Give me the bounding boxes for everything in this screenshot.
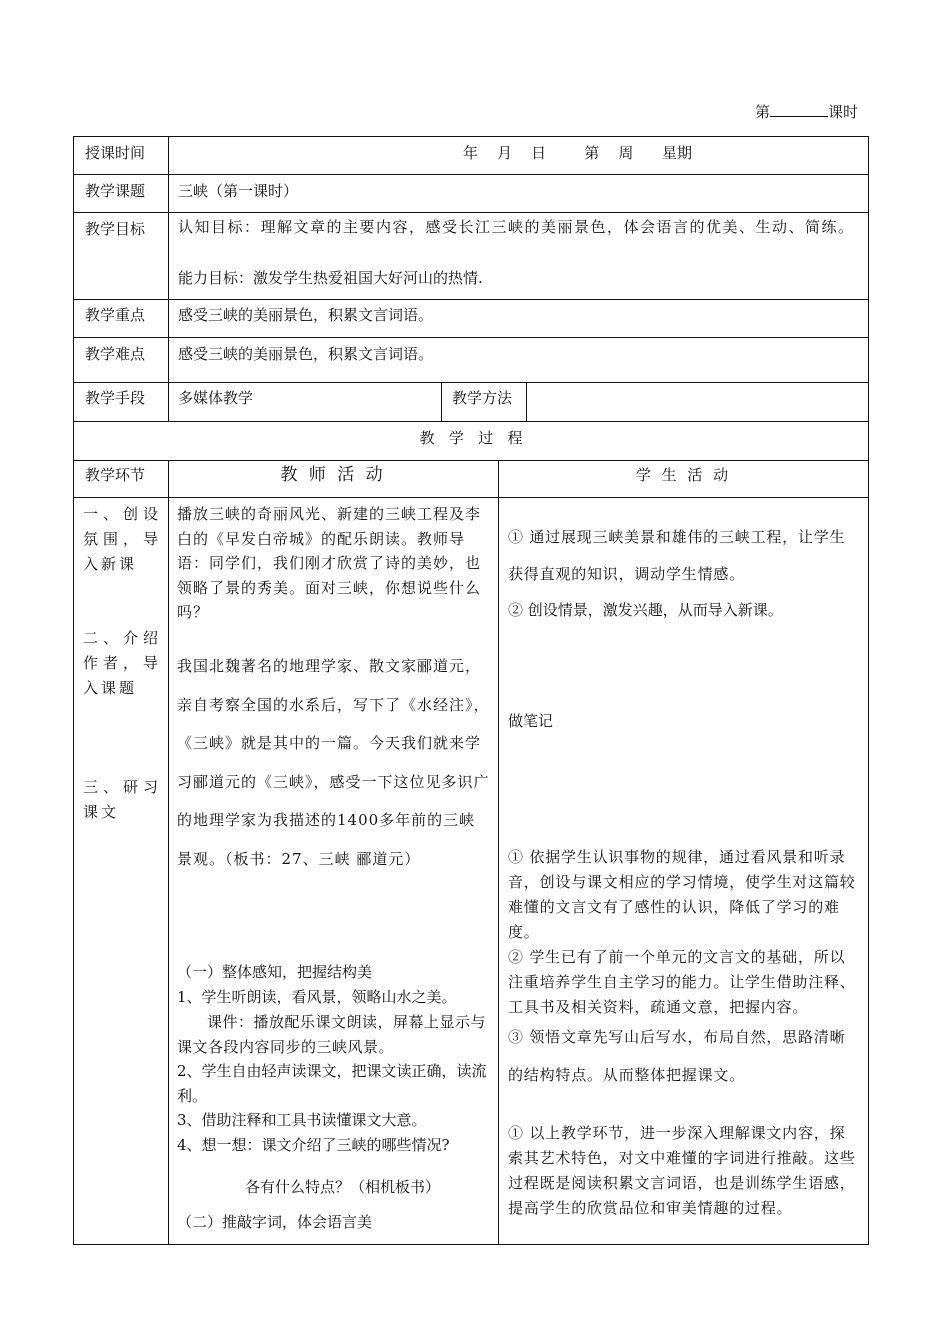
goals-label: 教学目标 <box>85 220 146 238</box>
teacher-section-2: （二）推敲字词，体会语言美 <box>177 1213 373 1231</box>
method-label: 教学方法 <box>452 389 513 407</box>
teacher-board-note: 各有什么特点？（相机板书） <box>245 1178 441 1196</box>
row-divider <box>73 299 869 300</box>
key-points-label: 教学重点 <box>85 306 146 324</box>
teacher-step-3: 3、借助注释和工具书读懂课文大意。 <box>177 1111 427 1129</box>
lesson-number <box>755 101 858 122</box>
col-divider <box>168 460 169 1245</box>
lesson-number-prefix: 第 <box>754 103 770 121</box>
col-divider <box>526 382 527 421</box>
col-divider <box>441 382 442 421</box>
student-activity-notes: 做笔记 <box>508 712 554 730</box>
difficulties-value[interactable]: 感受三峡的美丽景色，积累文言词语。 <box>178 345 434 363</box>
teacher-step-2: 2、学生自由轻声读课文，把课文读正确，读流利。 <box>177 1062 487 1105</box>
time-value[interactable]: 年 月 日 第 周 星期 <box>463 144 692 162</box>
teacher-step-1: 1、学生听朗读，看风景，领略山水之美。 <box>177 988 457 1006</box>
teacher-courseware: 课件：播放配乐课文朗读，屏幕上显示与课文各段内容同步的三峡风景。 <box>177 1013 487 1056</box>
topic-value[interactable]: 三峡（第一课时） <box>178 182 299 200</box>
row-divider <box>73 421 869 422</box>
stage-column-header: 教学环节 <box>85 466 146 484</box>
key-points-value[interactable]: 感受三峡的美丽景色，积累文言词语。 <box>178 306 434 324</box>
teacher-author-intro: 我国北魏著名的地理学家、散文家郦道元，亲自考察全国的水系后，写下了《水经注》，《三峡》就是其中的一篇。今天我们就来学习郦道元的《三峡》，感受一下这位见多识广的地理学家为我描述的1400多年前的三峡景观。（板书：27、三峡 郦道元） <box>177 657 490 868</box>
stage-3: 三、研习课文 <box>83 778 161 821</box>
teacher-intro: 播放三峡的奇丽风光、新建的三峡工程及李白的《早发白帝城》的配乐朗读。教师导语：同学们，我们刚才欣赏了诗的美妙，也领略了景的秀美。面对三峡，你想说些什么吗？ <box>177 505 482 621</box>
teacher-step-4: 4、想一想：课文介绍了三峡的哪些情况? <box>177 1136 450 1154</box>
time-label: 授课时间 <box>85 144 146 162</box>
goals-cognitive[interactable]: 认知目标：理解文章的主要内容，感受长江三峡的美丽景色，体会语言的优美、生动、简练。 <box>178 218 855 236</box>
student-activity-2: ② 创设情景，激发兴趣，从而导入新课。 <box>508 601 783 619</box>
row-divider <box>73 460 869 461</box>
col-divider <box>168 136 169 421</box>
student-activity-1: ① 通过展现三峡美景和雄伟的三峡工程，让学生获得直观的知识，调动学生情感。 <box>508 528 846 583</box>
student-column-header: 学 生 活 动 <box>635 466 732 484</box>
student-activity-4: ② 学生已有了前一个单元的文言文的基础，所以注重培养学生自主学习的能力。让学生借助注释、工具书及相关资料，疏通文意，把握内容。 <box>508 948 856 1016</box>
goals-ability[interactable]: 能力目标：激发学生热爱祖国大好河山的热情. <box>178 269 483 287</box>
lesson-number-suffix: 课时 <box>827 103 858 121</box>
student-activity-5: ③ 领悟文章先写山后写水，布局自然，思路清晰的结构特点。从而整体把握课文。 <box>508 1028 846 1084</box>
means-label: 教学手段 <box>85 389 146 407</box>
stage-1: 一、创设氛围，导入新课 <box>83 505 161 573</box>
teacher-column-header: 教 师 活 动 <box>280 465 386 485</box>
row-divider <box>73 337 869 338</box>
student-activity-3: ① 依据学生认识事物的规律，通过看风景和听录音，创设与课文相应的学习情境，使学生对这篇较难懂的文言文有了感性的认识，降低了学习的难度。 <box>508 848 856 941</box>
student-activity-6: ① 以上教学环节，进一步深入理解课文内容，探索其艺术特色，对文中难懂的字词进行推敲。这些过程既是阅读积累文言词语，也是训练学生语感，提高学生的欣赏品位和审美情趣的过程。 <box>508 1124 856 1217</box>
row-divider <box>73 174 869 175</box>
process-title: 教 学 过 程 <box>419 429 523 447</box>
difficulties-label: 教学难点 <box>85 345 146 363</box>
col-divider <box>498 460 499 1245</box>
teacher-section-1: （一）整体感知，把握结构美 <box>177 963 373 981</box>
row-divider <box>73 212 869 213</box>
row-divider <box>73 497 869 498</box>
lesson-number-blank[interactable] <box>770 102 828 117</box>
topic-label: 教学课题 <box>85 182 146 200</box>
row-divider <box>73 382 869 383</box>
stage-2: 二、介绍作者，导入课题 <box>83 629 161 697</box>
means-value[interactable]: 多媒体教学 <box>178 389 254 407</box>
